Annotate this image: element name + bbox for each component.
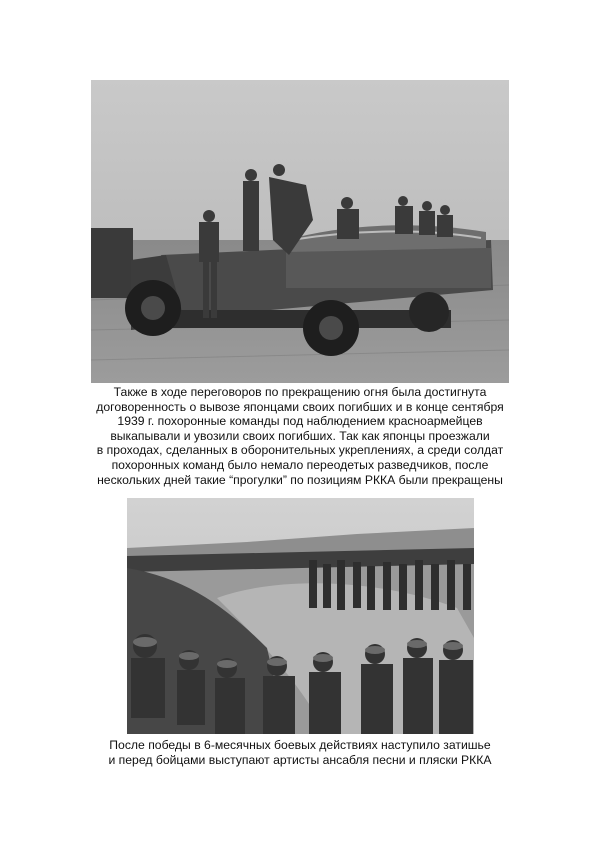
caption-line: нескольких дней такие “прогулки” по позициям РККА были прекращены bbox=[97, 472, 503, 487]
photo-truck-soldiers bbox=[91, 80, 509, 383]
photo-caption-negotiations bbox=[60, 385, 540, 487]
caption-line: После победы в 6-месячных боевых действиях наступило затишье bbox=[109, 738, 491, 752]
caption-line: 1939 г. похоронные команды под наблюдением красноармейцев bbox=[117, 414, 483, 429]
caption-line: договоренность о вывозе японцами своих погибших и в конце сентября bbox=[96, 399, 504, 414]
caption-line: похоронных команд было немало переодетых разведчиков, после bbox=[111, 457, 489, 472]
caption-line: Также в ходе переговоров по прекращению огня была достигнута bbox=[113, 385, 487, 399]
caption-line: в проходах, сделанных в оборонительных укреплениях, а среди солдат bbox=[96, 443, 504, 458]
photo-caption-performance bbox=[60, 738, 540, 767]
caption-line: выкапывали и увозили своих погибших. Так как японцы проезжали bbox=[110, 428, 490, 443]
caption-line: и перед бойцами выступают артисты ансабля песни и пляски РККА bbox=[108, 752, 492, 767]
photo-soldiers-audience bbox=[127, 498, 474, 734]
